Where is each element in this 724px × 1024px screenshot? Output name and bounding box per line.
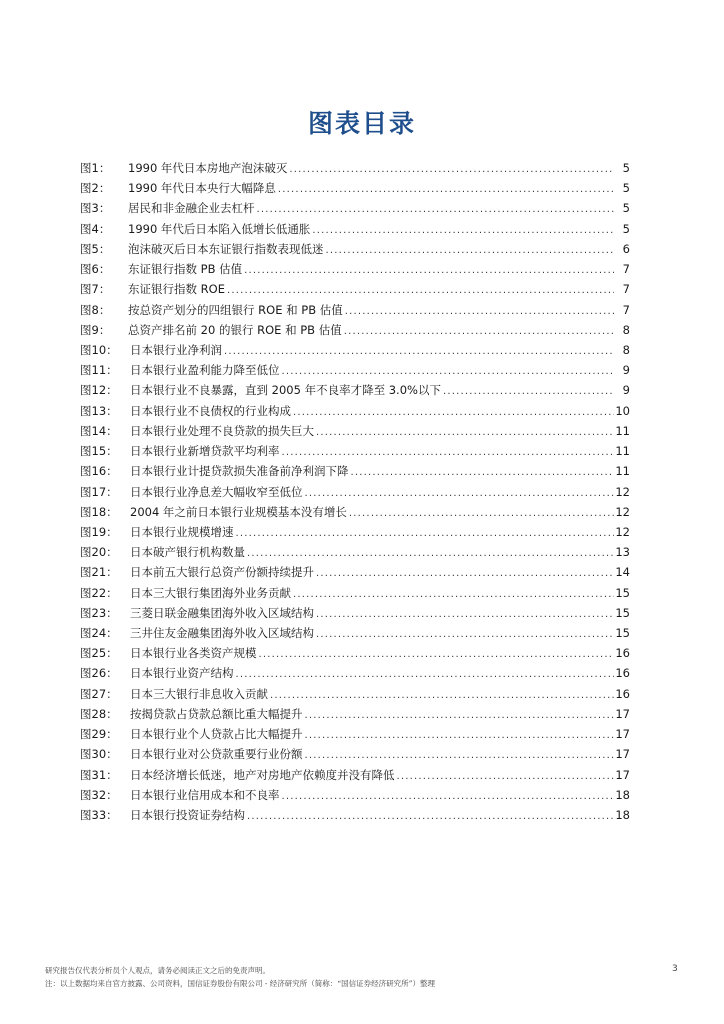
figure-title: 泡沫破灭后日本东证银行指数表现低迷 [128,241,324,256]
page-ref: 5 [622,161,630,175]
dot-leader [276,180,614,200]
dot-leader [242,261,614,281]
page-ref: 14 [615,565,630,580]
figure-number: 图11： [80,363,118,378]
toc-entry[interactable] [80,178,630,198]
figure-title: 日本银行业规模增速 [130,524,234,539]
figure-number: 图14： [80,423,118,438]
figure-number: 图13： [80,403,118,418]
dot-leader [234,665,615,685]
figure-number: 图21： [80,565,118,580]
figure-title: 三菱日联金融集团海外收入区域结构 [130,605,314,620]
toc-entry[interactable] [80,744,630,764]
page-ref: 17 [615,747,630,762]
figure-number: 图28： [80,706,118,721]
figure-title: 日本银行业对公贷款重要行业份额 [130,747,303,762]
figure-number: 图2： [80,181,111,196]
figure-title: 日本银行业各类资产规模 [130,646,257,661]
figure-number: 图19： [80,524,118,539]
figure-title: 日本银行业资产结构 [130,666,234,681]
figure-number: 图31： [80,767,118,782]
figure-number: 图12： [80,383,118,398]
toc-entry[interactable] [80,603,630,623]
figure-number: 图5： [80,241,111,256]
toc-entry[interactable] [80,401,630,421]
figure-title: 日本银行投资证券结构 [130,808,245,822]
figure-title: 日本破产银行机构数量 [130,545,245,560]
toc-entry[interactable] [80,198,630,218]
toc-entry[interactable] [80,643,630,663]
toc-entry[interactable] [80,765,630,785]
page-ref: 12 [615,484,630,499]
toc-entry[interactable] [80,279,630,299]
page-title: 图表目录 [307,109,416,138]
figure-title: 日本银行业信用成本和不良率 [130,787,280,802]
toc-entry[interactable] [80,663,630,683]
page-ref: 7 [622,302,630,317]
toc-entry[interactable] [80,421,630,441]
figure-number: 图1： [80,161,111,175]
page-ref: 9 [622,363,630,378]
toc-entry[interactable] [80,482,630,502]
page-ref: 16 [615,666,630,681]
figure-number: 图3： [80,201,111,216]
page-ref: 17 [615,727,630,742]
toc-entry[interactable] [80,219,630,239]
page-ref: 18 [615,787,630,802]
dot-leader [280,787,615,807]
figure-title: 1990 年代日本房地产泡沫破灭 [128,161,288,175]
page-ref: 7 [622,282,630,297]
figure-title: 东证银行指数 ROE [128,282,225,297]
dot-leader [303,706,615,726]
figure-number: 图27： [80,686,118,701]
page-ref: 9 [622,383,630,398]
dot-leader [347,504,614,524]
toc-entry[interactable] [80,522,630,542]
figure-title: 日本前五大银行总资产份额持续提升 [130,565,314,580]
figure-number: 图4： [80,221,111,236]
figure-title: 居民和非金融企业去杠杆 [128,201,255,216]
dot-leader [280,362,615,382]
figure-number: 图30： [80,747,118,762]
dot-leader [222,342,614,362]
dot-leader [314,423,614,443]
source-note: 注：以上数据均来自官方披露、公司资料，国信证券股份有限公司 - 经济研究所（简称：“国信证券经济研究所”）整理 [45,979,435,988]
toc-entry[interactable] [80,158,630,178]
figure-title: 2004 年之前日本银行业规模基本没有增长 [130,504,347,519]
page-ref: 16 [615,686,630,701]
page-ref: 15 [615,626,630,641]
figure-list [80,158,630,825]
figure-number: 图20： [80,545,118,560]
figure-number: 图26： [80,666,118,681]
figure-title: 按总资产划分的四组银行 ROE 和 PB 估值 [128,302,343,317]
figure-title: 日本银行业不良债权的行业构成 [130,403,291,418]
figure-title: 日本银行业处理不良贷款的损失巨大 [130,423,314,438]
figure-number: 图18： [80,504,118,519]
dot-leader [255,200,615,220]
figure-title: 日本银行业个人贷款占比大幅提升 [130,727,303,742]
figure-title: 三井住友金融集团海外收入区域结构 [130,626,314,641]
page-ref: 5 [622,201,630,216]
figure-number: 图22： [80,585,118,600]
figure-title: 1990 年代后日本陷入低增长低通胀 [128,221,311,236]
page-ref: 18 [615,808,630,822]
dot-leader [257,645,615,665]
dot-leader [349,463,615,483]
toc-entry[interactable] [80,320,630,340]
toc-entry[interactable] [80,502,630,522]
toc-entry[interactable] [80,562,630,582]
page-ref: 17 [615,706,630,721]
figure-number: 图25： [80,646,118,661]
page-ref: 11 [615,423,630,438]
figure-number: 图9： [80,322,111,337]
figure-number: 图6： [80,262,111,277]
page-ref: 8 [622,342,630,357]
toc-entry[interactable] [80,724,630,744]
figure-title: 日本银行业新增贷款平均利率 [130,444,280,459]
figure-title: 东证银行指数 PB 估值 [128,262,243,277]
page-ref: 11 [615,464,630,479]
figure-number: 图23： [80,605,118,620]
figure-title: 总资产排名前 20 的银行 ROE 和 PB 估值 [128,322,342,337]
toc-entry[interactable] [80,805,630,825]
figure-title: 按揭贷款占贷款总额比重大幅提升 [130,706,303,721]
figure-number: 图15： [80,444,118,459]
figure-title: 日本银行业净息差大幅收窄至低位 [130,484,303,499]
figure-title: 日本三大银行集团海外业务贡献 [130,585,291,600]
figure-title: 日本银行业净利润 [130,342,222,357]
toc-entry[interactable] [80,380,630,400]
dot-leader [280,443,615,463]
dot-leader [225,281,614,301]
toc-entry[interactable] [80,583,630,603]
page-ref: 5 [622,181,630,196]
dot-leader [291,585,614,605]
page-ref: 10 [615,403,630,418]
dot-leader [441,382,614,402]
page-ref: 15 [615,605,630,620]
dot-leader [303,746,615,766]
dot-leader [343,302,614,322]
dot-leader [287,160,614,180]
figure-title: 日本银行业盈利能力降至低位 [130,363,280,378]
dot-leader [324,241,615,261]
dot-leader [395,767,615,787]
dot-leader [291,403,614,423]
toc-entry[interactable] [80,239,630,259]
footer [45,964,435,990]
toc-entry[interactable] [80,360,630,380]
figure-title: 日本经济增长低迷，地产对房地产依赖度并没有降低 [130,767,395,782]
figure-number: 图17： [80,484,118,499]
toc-entry[interactable] [80,542,630,562]
toc-entry[interactable] [80,461,630,481]
page-ref: 12 [615,524,630,539]
toc-entry[interactable] [80,300,630,320]
figure-number: 图10： [80,342,118,357]
figure-number: 图16： [80,464,118,479]
toc-entry[interactable] [80,684,630,704]
page-ref: 15 [615,585,630,600]
figure-title: 1990 年代日本央行大幅降息 [128,181,276,196]
page-ref: 6 [622,241,630,256]
page-ref: 12 [615,504,630,519]
page-ref: 8 [622,322,630,337]
dot-leader [234,524,615,544]
toc-entry[interactable] [80,785,630,805]
disclaimer-text: 研究报告仅代表分析员个人观点，请务必阅读正文之后的免责声明。 [45,966,270,975]
page-ref: 17 [615,767,630,782]
page-ref: 5 [622,221,630,236]
page-ref: 16 [615,646,630,661]
page-ref: 11 [615,444,630,459]
dot-leader [303,484,615,504]
figure-title: 日本银行业不良暴露，直到 2005 年不良率才降至 3.0%以下 [130,383,441,398]
figure-title: 日本银行业计提贷款损失准备前净利润下降 [130,464,349,479]
dot-leader [342,322,614,342]
figure-number: 图24： [80,626,118,641]
dot-leader [314,625,614,645]
figure-number: 图32： [80,787,118,802]
figure-number: 图8： [80,302,111,317]
dot-leader [310,221,614,241]
toc-entry[interactable] [80,259,630,279]
page-ref: 13 [615,545,630,560]
dot-leader [303,726,615,746]
figure-title: 日本三大银行非息收入贡献 [130,686,268,701]
toc-entry[interactable] [80,623,630,643]
dot-leader [314,605,614,625]
dot-leader [245,807,614,827]
dot-leader [268,686,614,706]
toc-entry[interactable] [80,704,630,724]
page-ref: 7 [622,262,630,277]
toc-entry[interactable] [80,340,630,360]
toc-entry[interactable] [80,441,630,461]
page-number: 3 [672,964,678,974]
figure-number: 图7： [80,282,111,297]
figure-number: 图29： [80,727,118,742]
dot-leader [245,544,614,564]
figure-number: 图33： [80,808,118,822]
dot-leader [314,564,614,584]
